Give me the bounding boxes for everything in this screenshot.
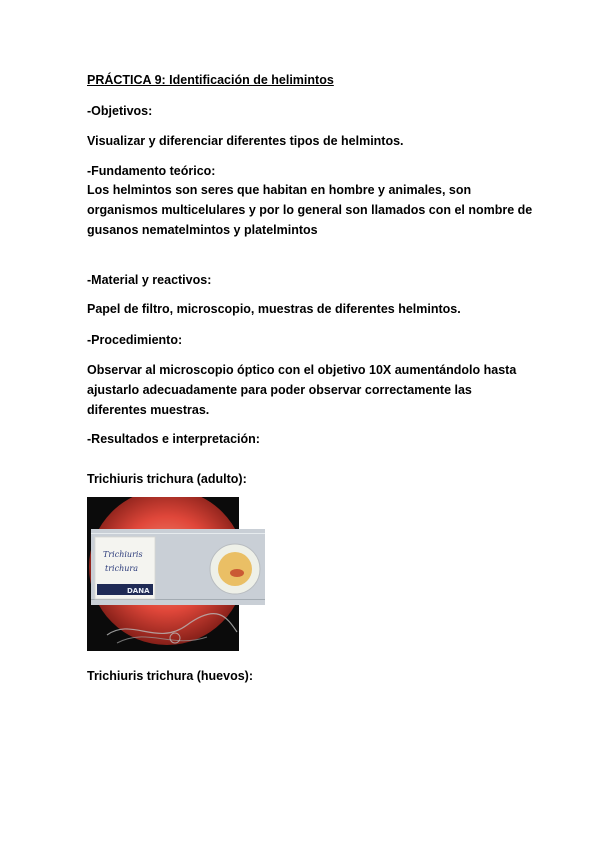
slide-label-line1: Trichiuris (103, 550, 143, 559)
objectives-text: Visualizar y diferenciar diferentes tipos de helmintos. (87, 134, 404, 148)
figure2-caption: Trichiuris trichura (huevos): (87, 669, 254, 683)
theory-line: gusanos nematelmintos y platelmintos (87, 223, 318, 237)
procedure-line: ajustarlo adecuadamente para poder observar correctamente las (87, 383, 472, 397)
theory-line: Los helmintos son seres que habitan en hombre y animales, son (87, 183, 472, 197)
theory-heading: -Fundamento teórico: (87, 164, 216, 178)
specimen-figure (87, 497, 265, 651)
results-heading: -Resultados e interpretación: (87, 432, 260, 446)
procedure-line: Observar al microscopio óptico con el objetivo 10X aumentándolo hasta (87, 363, 517, 377)
sample-droplet (218, 552, 252, 586)
slide-brand: DANA (127, 587, 150, 595)
slide-image (91, 529, 265, 605)
procedure-heading: -Procedimiento: (87, 333, 183, 347)
figure1-caption: Trichiuris trichura (adulto): (87, 472, 247, 486)
sample-specimen (230, 569, 244, 577)
procedure-paragraph (87, 360, 527, 420)
objectives-heading: -Objetivos: (87, 104, 153, 118)
slide-label-line2: trichura (105, 564, 138, 573)
procedure-line: diferentes muestras. (87, 403, 210, 417)
slide-photo (91, 529, 265, 605)
materials-heading: -Material y reactivos: (87, 273, 212, 287)
materials-text: Papel de filtro, microscopio, muestras de diferentes helmintos. (87, 302, 461, 316)
theory-line: organismos multicelulares y por lo general son llamados con el nombre de (87, 203, 533, 217)
document-title: PRÁCTICA 9: Identificación de helimintos (87, 73, 334, 87)
theory-paragraph (87, 180, 533, 240)
